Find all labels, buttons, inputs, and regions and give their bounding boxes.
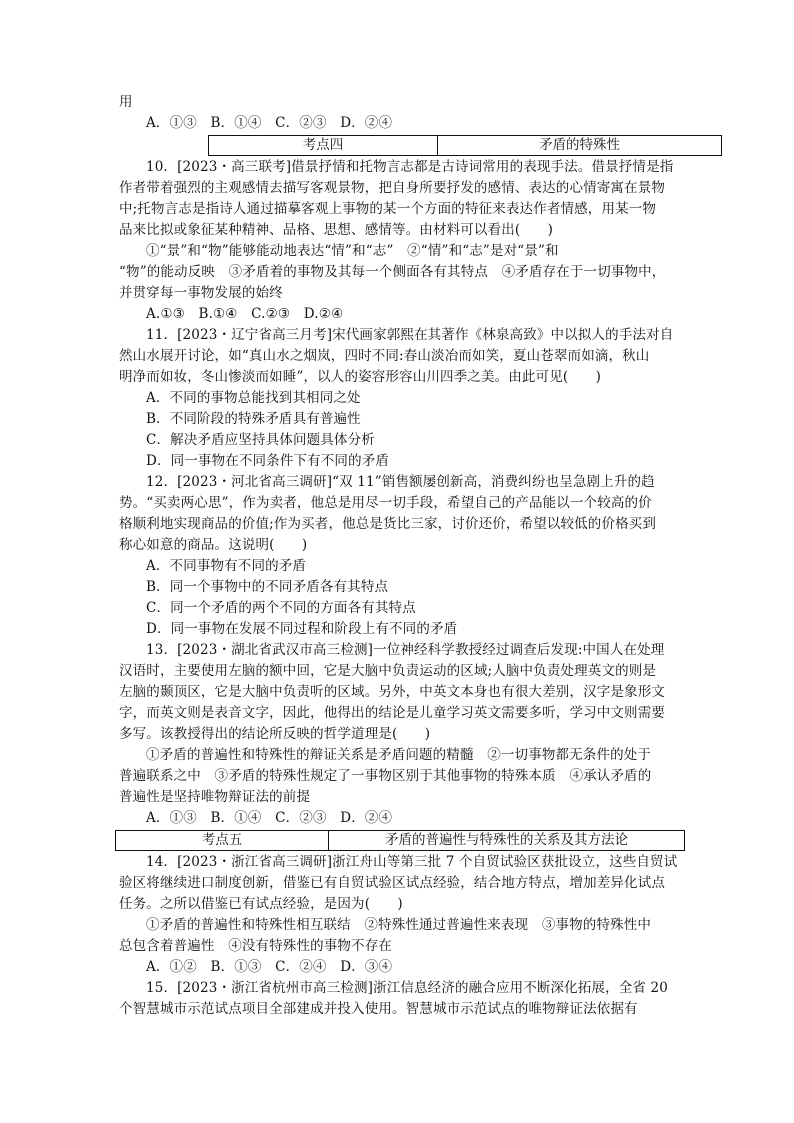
statement-list: 普遍联系之中 ③矛盾的特殊性规定了一事物区别于其他事物的特殊本质 ④承认矛盾的 — [119, 768, 652, 784]
question-stem: 然山水展开讨论，如“真山水之烟岚，四时不同:春山淡冶而如笑，夏山苍翠而如滴，秋山 — [119, 348, 650, 364]
text-line: 用 — [119, 94, 133, 110]
answer-options: A.①③ B.①④ C.②③ D.②④ — [146, 306, 344, 322]
question-12 — [119, 472, 685, 640]
section-label: 考点五 — [116, 831, 329, 850]
question-stem: 验区将继续进口制度创新，借鉴已有自贸试验区试点经验，结合地方特点，增加差异化试点 — [119, 875, 665, 891]
answer-options: A．①② B．①③ C．②④ D．③④ — [146, 959, 393, 975]
option-c: C．解决矛盾应坚持具体问题具体分析 — [146, 432, 375, 448]
question-stem: 品来比拟或象征某种精神、品格、思想、感情等。由材料可以看出( ) — [119, 222, 553, 238]
option-c: C．同一个矛盾的两个不同的方面各有其特点 — [146, 600, 416, 616]
question-stem: 14．[2023・浙江省高三调研]浙江舟山等第三批 7 个自贸试验区获批设立，这些自贸试 — [146, 854, 678, 870]
statement-list: 普遍性是坚持唯物辩证法的前提 — [119, 789, 311, 805]
statement-list: ①矛盾的普遍性和特殊性相互联结 ②特殊性通过普遍性来表现 ③事物的特殊性中 — [146, 917, 652, 933]
question-11 — [119, 325, 685, 472]
statement-list: ①矛盾的普遍性和特殊性的辩证关系是矛盾问题的精髓 ②一切事物都无条件的处于 — [146, 747, 652, 763]
option-a: A．不同事物有不同的矛盾 — [146, 558, 307, 574]
question-stem: 多写。该教授得出的结论所反映的哲学道理是( ) — [119, 726, 431, 742]
question-10 — [119, 157, 685, 325]
option-a: A．不同的事物总能找到其相同之处 — [146, 390, 361, 406]
question-stem: 15．[2023・浙江省杭州市高三检测]浙江信息经济的融合应用不断深化拓展，全省 20 — [146, 980, 668, 996]
question-13 — [119, 640, 685, 829]
question-stem: 任务。之所以借鉴已有试点经验，是因为( ) — [119, 896, 403, 912]
question-stem: 11．[2023・辽宁省高三月考]宋代画家郭熙在其著作《林泉高致》中以拟人的手法对自 — [146, 327, 674, 343]
option-b: B．不同阶段的特殊矛盾具有普遍性 — [146, 411, 361, 427]
section-header-5 — [115, 830, 685, 851]
question-stem: 作者带着强烈的主观感情去描写客观景物，把自身所要抒发的感情、表达的心情寄寓在景物 — [119, 180, 665, 196]
option-d: D．同一事物在发展不同过程和阶段上有不同的矛盾 — [146, 621, 458, 637]
question-stem: 势。“买卖两心思”，作为卖者，他总是用尽一切手段，希望自己的产品能以一个较高的价 — [119, 495, 652, 511]
section-title: 矛盾的特殊性 — [539, 137, 620, 153]
question-stem: 格顺利地实现商品的价值;作为买者，他总是货比三家，讨价还价，希望以较低的价格买到 — [119, 516, 657, 532]
section-title: 矛盾的普遍性与特殊性的关系及其方法论 — [385, 832, 628, 848]
question-stem: 12．[2023・河北省高三调研]“双 11”销售额屡创新高，消费纠纷也呈急剧上升的趋 — [146, 474, 655, 490]
option-b: B．同一个事物中的不同矛盾各有其特点 — [146, 579, 389, 595]
statement-list: “物”的能动反映 ③矛盾着的事物及其每一个侧面各有其特点 ④矛盾存在于一切事物中， — [119, 264, 666, 280]
answer-options: A．①③ B．①④ C．②③ D．②④ — [146, 810, 393, 826]
statement-list: 总包含着普遍性 ④没有特殊性的事物不存在 — [119, 938, 392, 954]
statement-list: 并贯穿每一事物发展的始终 — [119, 285, 283, 301]
statement-list: ①“景”和“物”能够能动地表达“情”和“志” ②“情”和“志”是对“景”和 — [146, 243, 559, 259]
question-stem: 称心如意的商品。这说明( ) — [119, 537, 308, 553]
page-content — [119, 92, 685, 1020]
section-label: 考点四 — [209, 136, 438, 155]
question-stem: 13．[2023・湖北省武汉市高三检测]一位神经科学教授经过调查后发现:中国人在处理 — [146, 642, 665, 658]
question-stem: 左脑的颞顶区，它是大脑中负责听的区域。另外，中英文本身也有很大差别，汉字是象形文 — [119, 684, 665, 700]
question-stem: 字，而英文则是表音文字，因此，他得出的结论是儿童学习英文需要多听，学习中文则需要 — [119, 705, 665, 721]
question-15 — [119, 978, 685, 1020]
question-14 — [119, 852, 685, 978]
section-header-4 — [208, 135, 722, 156]
question-stem: 个智慧城市示范试点项目全部建成并投入使用。智慧城市示范试点的唯物辩证法依据有 — [119, 1001, 638, 1017]
question-stem: 汉语时，主要使用左脑的额中回，它是大脑中负责运动的区域;人脑中负责处理英文的则是 — [119, 663, 657, 679]
question-stem: 10．[2023・高三联考]借景抒情和托物言志都是古诗词常用的表现手法。借景抒情是指 — [146, 159, 674, 175]
question-stem: 明净而如妆，冬山惨淡而如睡”，以人的姿容形容山川四季之美。由此可见( ) — [119, 369, 601, 385]
question-stem: 中;托物言志是指诗人通过描摹客观上事物的某一个方面的特征来表达作者情感，用某一物 — [119, 201, 657, 217]
answer-options: A．①③ B．①④ C．②③ D．②④ — [146, 115, 393, 131]
option-d: D．同一事物在不同条件下有不同的矛盾 — [146, 453, 390, 469]
